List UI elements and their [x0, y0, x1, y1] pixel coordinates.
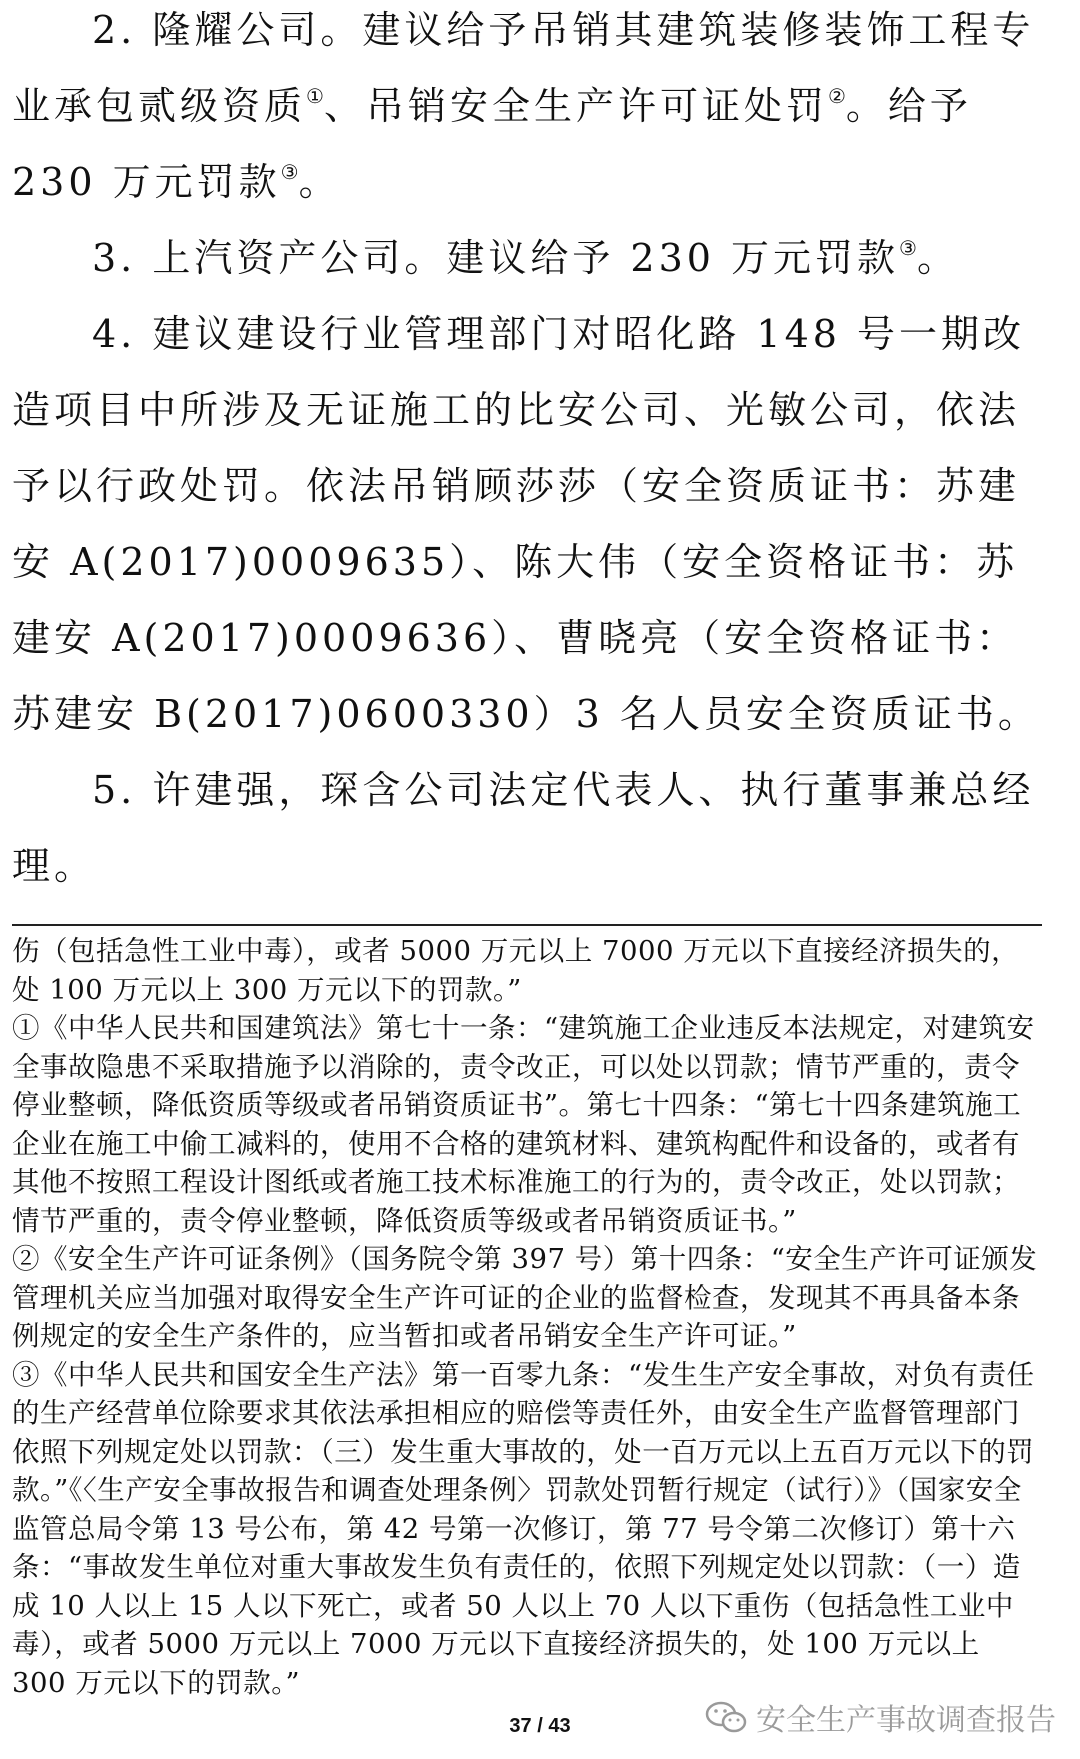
watermark [704, 1695, 1056, 1739]
footnote-2: ②《安全生产许可证条例》（国务院令第 397 号）第十四条：“安全生产许可证颁发管理机关应当加强对取得安全生产许可证的企业的监督检查，发现其不再具备本条例规定的安全生产条件的，应当暂扣或者吊销安全生产许可证。” [12, 1243, 1038, 1352]
footnote-ref[interactable]: ③ [280, 160, 299, 184]
footnote-ref[interactable]: ③ [899, 236, 917, 260]
page-number: 37 / 43 [509, 1715, 571, 1737]
paragraph-recommendation: 4. 建议建设行业管理部门对昭化路 148 号一期改造项目中所涉及无证施工的比安公司、光敏公司，依法予以行政处罚。依法吊销顾莎莎（安全资质证书：苏建安 A(2017)0009635）、陈大伟（安全资格证书：苏建安 A(2017)0009636）、曹晓亮（安全资格证书：苏建安 B(2017)0600330）3 名人员安全资质证书。 [12, 312, 1040, 736]
footnote-continuation: 伤（包括急性工业中毒），或者 5000 万元以上 7000 万元以下直接经济损失的，处 100 万元以上 300 万元以下的罚款。” [12, 935, 1020, 1006]
footnote-ref[interactable]: ② [827, 84, 846, 108]
watermark-text: 安全生产事故调查报告 [756, 1703, 1056, 1738]
paragraph-shangqi: 3. 上汽资产公司。建议给予 230 万元罚款③。 [92, 236, 959, 280]
footnotes [12, 932, 1042, 1702]
body-text [12, 0, 1052, 904]
footnote-divider [12, 924, 1042, 926]
paragraph-xu-jianqiang: 5. 许建强，琛含公司法定代表人、执行董事兼总经理。 [12, 768, 1035, 888]
footnote-1: ①《中华人民共和国建筑法》第七十一条：“建筑施工企业违反本法规定，对建筑安全事故隐患不采取措施予以消除的，责令改正，可以处以罚款；情节严重的，责令停业整顿，降低资质等级或者吊销资质证书”。第七十四条：“第七十四条建筑施工企业在施工中偷工减料的，使用不合格的建筑材料、建筑构配件和设备的，或者有其他不按照工程设计图纸或者施工技术标准施工的行为的，责令改正，处以罚款；情节严重的，责令停业整顿，降低资质等级或者吊销资质证书。” [12, 1012, 1035, 1237]
footnote-ref[interactable]: ① [306, 84, 324, 108]
paragraph-longyao: 2. 隆耀公司。建议给予吊销其建筑装修装饰工程专业承包贰级资质①、吊销安全生产许可证处罚②。给予 230 万元罚款③。 [12, 8, 1035, 204]
footnote-3: ③《中华人民共和国安全生产法》第一百零九条：“发生生产安全事故，对负有责任的生产经营单位除要求其依法承担相应的赔偿等责任外，由安全生产监督管理部门依照下列规定处以罚款：（三）发生重大事故的，处一百万元以上五百万元以下的罚款。”《〈生产安全事故报告和调查处理条例〉罚款处罚暂行规定（试行）》（国家安全监管总局令第 13 号公布，第 42 号第一次修订，第 77 号令第二次修订）第十六条：“事故发生单位对重大事故发生负有责任的，依照下列规定处以罚款：（一）造成 10 人以上 15 人以下死亡，或者 50 人以上 70 人以下重伤（包括急性工业中毒），或者 5000 万元以上 7000 万元以下直接经济损失的，处 100 万元以上 300 万元以下的罚款。” [12, 1358, 1035, 1699]
wechat-icon [704, 1700, 748, 1734]
